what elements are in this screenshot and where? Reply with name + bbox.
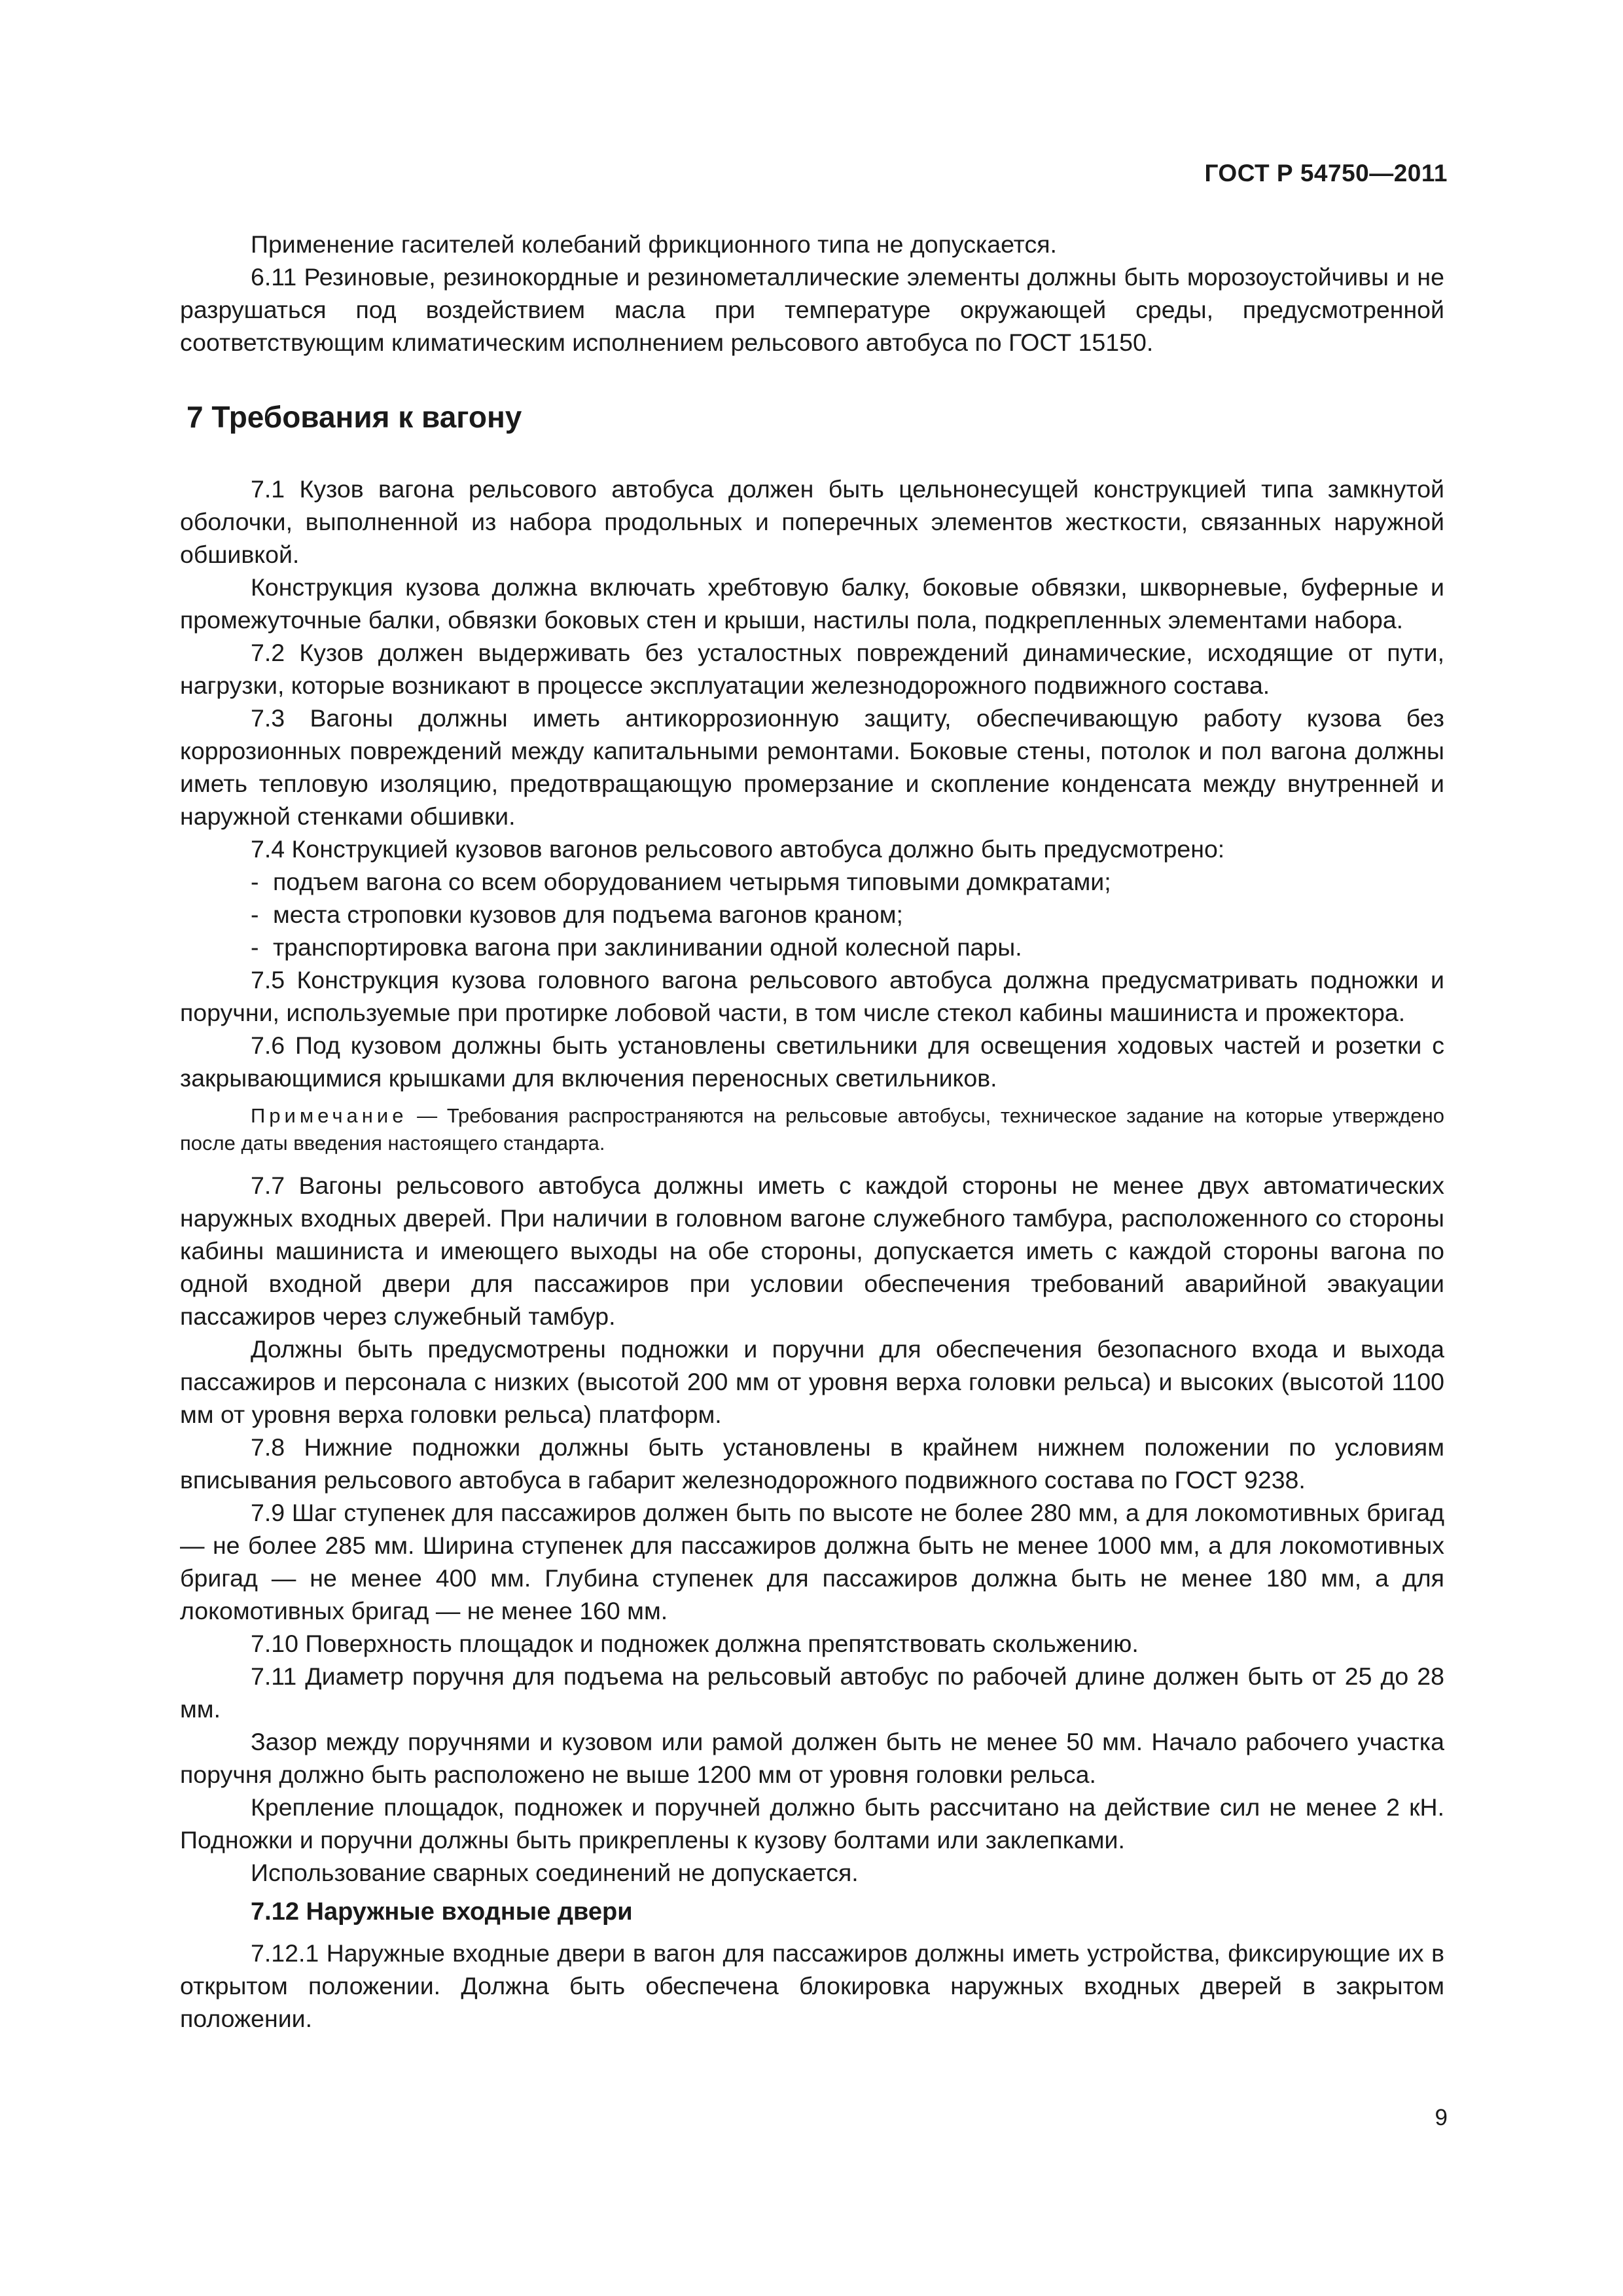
list-item (180, 865, 1444, 898)
paragraph-fastening: Крепление площадок, подножек и поручней должно быть рассчитано на действие сил не менее 2 кН. Подножки и поручни должны быть прикреплены к кузову болтами или заклепками. (180, 1793, 1444, 1854)
paragraph-7-9: 7.9 Шаг ступенек для пассажиров должен быть по высоте не более 280 мм, а для локомотивных бригад — не более 285 мм. Ширина ступенек для пассажиров должна быть не менее 1000 мм, а для локомотивных бригад — не менее 400 мм. Глубина ступенек для пассажиров должна быть не менее 180 мм, а для локомотивных бригад — не менее 160 мм. (180, 1499, 1444, 1624)
list-bullet: - (251, 901, 259, 928)
paragraph-7-10: 7.10 Поверхность площадок и подножек должна препятствовать скольжению. (251, 1630, 1139, 1657)
list-bullet: - (251, 933, 259, 961)
paragraph-7-7: 7.7 Вагоны рельсового автобуса должны иметь с каждой стороны не менее двух автоматических наружных входных дверей. При наличии в головном вагоне служебного тамбура, расположенного со стороны кабины машиниста и имеющего выходы на обе стороны, допускается иметь с каждой стороны вагона по одной входной двери для пассажиров при условии обеспечения требований аварийной эвакуации пассажиров через служебный тамбур. (180, 1172, 1444, 1330)
paragraph-friction-dampers: Применение гасителей колебаний фрикционного типа не допускается. (251, 230, 1057, 258)
list-item-text: места строповки кузовов для подъема вагонов краном; (273, 901, 903, 928)
paragraph-7-2: 7.2 Кузов должен выдерживать без усталостных повреждений динамические, исходящие от пути, нагрузки, которые возникают в процессе эксплуатации железнодорожного подвижного состава. (180, 639, 1444, 699)
document-header-code: ГОСТ Р 54750—2011 (1204, 160, 1448, 187)
subsection-title: 7.12 Наружные входные двери (251, 1898, 633, 1926)
paragraph-handrail-gap: Зазор между поручнями и кузовом или рамой должен быть не менее 50 мм. Начало рабочего участка поручня должно быть расположено не выше 1200 мм от уровня головки рельса. (180, 1728, 1444, 1788)
paragraph-7-1: 7.1 Кузов вагона рельсового автобуса должен быть цельнонесущей конструкцией типа замкнутой оболочки, выполненной из набора продольных и поперечных элементов жесткости, связанных наружной обшивкой. (180, 475, 1444, 568)
list-item-text: транспортировка вагона при заклинивании одной колесной пары. (273, 933, 1022, 961)
note (180, 1102, 1444, 1157)
paragraph-7-8: 7.8 Нижние подножки должны быть установлены в крайнем нижнем положении по условиям вписывания рельсового автобуса в габарит железнодорожного подвижного состава по ГОСТ 9238. (180, 1433, 1444, 1494)
paragraph-7-6: 7.6 Под кузовом должны быть установлены светильники для освещения ходовых частей и розетки с закрывающимися крышками для включения переносных светильников. (180, 1031, 1444, 1092)
document-body (180, 228, 1444, 2035)
paragraph-7-12-1: 7.12.1 Наружные входные двери в вагон для пассажиров должны иметь устройства, фиксирующие их в открытом положении. Должна быть обеспечена блокировка наружных входных дверей в закрытом положении. (180, 1939, 1444, 2032)
list-item-text: подъем вагона со всем оборудованием четырьмя типовыми домкратами; (273, 868, 1111, 895)
paragraph-welding: Использование сварных соединений не допускается. (251, 1859, 859, 1886)
paragraph-7-11: 7.11 Диаметр поручня для подъема на рельсовый автобус по рабочей длине должен быть от 25 до 28 мм. (180, 1662, 1444, 1723)
list-item (180, 898, 1444, 931)
paragraph-body-construction: Конструкция кузова должна включать хребтовую балку, боковые обвязки, шкворневые, буферные и промежуточные балки, обвязки боковых стен и крыши, настилы пола, подкрепленных элементами набора. (180, 573, 1444, 634)
note-text: — Требования распространяются на рельсовые автобусы, техническое задание на которые утверждено после даты введения настоящего стандарта. (180, 1104, 1444, 1155)
note-label: Примечание (251, 1104, 408, 1127)
paragraph-7-4: 7.4 Конструкцией кузовов вагонов рельсового автобуса должно быть предусмотрено: (251, 835, 1225, 863)
paragraph-7-3: 7.3 Вагоны должны иметь антикоррозионную защиту, обеспечивающую работу кузова без коррозионных повреждений между капитальными ремонтами. Боковые стены, потолок и пол вагона должны иметь тепловую изоляцию, предотвращающую промерзание и скопление конденсата между внутренней и наружной стенками обшивки. (180, 704, 1444, 830)
section-title: 7 Требования к вагону (187, 400, 522, 434)
list-item (180, 931, 1444, 963)
page-number: 9 (1435, 2105, 1448, 2130)
paragraph-6-11: 6.11 Резиновые, резинокордные и резинометаллические элементы должны быть морозоустойчивы и не разрушаться под воздействием масла при температуре окружающей среды, предусмотренной соответствующим климатическим исполнением рельсового автобуса по ГОСТ 15150. (180, 263, 1444, 356)
paragraph-7-5: 7.5 Конструкция кузова головного вагона рельсового автобуса должна предусматривать подножки и поручни, используемые при протирке лобовой части, в том числе стекол кабины машиниста и прожектора. (180, 966, 1444, 1026)
list-bullet: - (251, 868, 259, 895)
paragraph-platforms: Должны быть предусмотрены подножки и поручни для обеспечения безопасного входа и выхода пассажиров и персонала с низких (высотой 200 мм от уровня верха головки рельса) и высоких (высотой 1100 мм от уровня верха головки рельса) платформ. (180, 1335, 1444, 1428)
